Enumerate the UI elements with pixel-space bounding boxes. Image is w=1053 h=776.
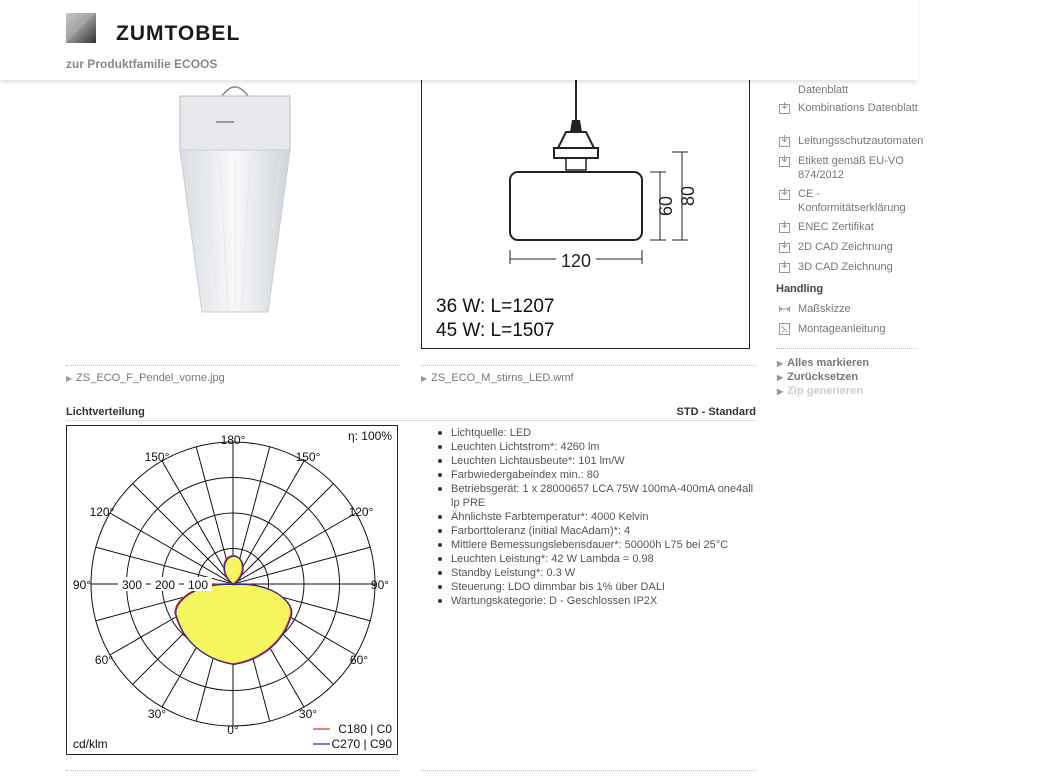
photo-file-link[interactable] xyxy=(66,372,225,384)
arrow-right-icon: ▶ xyxy=(421,374,428,383)
variant-36w-label: 36 W: L=1207 xyxy=(436,296,555,317)
angle-label-90-left: 90° xyxy=(72,578,92,592)
spec-item: Betriebsgerät: 1 x 28000657 LCA 75W 100mA-400mA one4all lp PRE xyxy=(436,482,756,510)
spec-item: Mittlere Bemessungslebensdauer*: 50000h L75 bei 25°C xyxy=(436,538,756,552)
zumtobel-logo-mark xyxy=(66,13,96,43)
divider xyxy=(776,348,916,349)
spec-item: Standby Leistung*: 0.3 W xyxy=(436,566,756,580)
unit-label: cd/klm xyxy=(73,737,108,751)
sidebar-doc-label: 2D CAD Zeichnung xyxy=(798,241,893,253)
spec-item: Lichtquelle: LED xyxy=(436,426,756,440)
spec-item: Wartungskategorie: D - Geschlossen IP2X xyxy=(436,594,756,608)
zip-generate-label: Zip generieren xyxy=(787,385,863,397)
mounting-icon xyxy=(779,323,790,335)
page-header xyxy=(0,0,918,80)
download-document-icon xyxy=(779,261,790,273)
efficiency-label: η: 100% xyxy=(347,429,392,443)
radial-label-200: 200 xyxy=(154,578,176,592)
angle-label-120-right: 120° xyxy=(348,505,374,519)
download-document-icon xyxy=(779,241,790,253)
angle-label-30-right: 30° xyxy=(298,707,318,721)
angle-label-120-left: 120° xyxy=(89,505,115,519)
photo-file-name: ZS_ECO_F_Pendel_vorne.jpg xyxy=(76,372,225,384)
handling-heading: Handling xyxy=(776,283,824,295)
drawing-file-name: ZS_ECO_M_stirns_LED.wmf xyxy=(431,372,574,384)
zip-generate-link[interactable] xyxy=(777,385,863,397)
drawing-file-link[interactable] xyxy=(421,372,574,384)
spec-item: Leuchten Lichtstrom*: 4260 lm xyxy=(436,440,756,454)
angle-label-180: 180° xyxy=(220,433,246,447)
angle-label-90-right: 90° xyxy=(370,578,390,592)
polar-chart-svg xyxy=(67,426,397,754)
download-document-icon xyxy=(779,102,790,114)
dimension-drawing-svg xyxy=(422,80,750,349)
variant-45w-label: 45 W: L=1507 xyxy=(436,320,555,341)
arrow-right-icon: ▶ xyxy=(777,373,784,382)
polar-light-distribution-chart xyxy=(66,425,398,755)
spec-item: Steuerung: LDO dimmbar bis 1% über DALI xyxy=(436,580,756,594)
reset-link[interactable] xyxy=(777,371,858,383)
angle-label-60-left: 60° xyxy=(94,653,114,667)
mark-all-label: Alles markieren xyxy=(787,357,870,369)
legend-label-c0: C180 | C0 xyxy=(338,722,392,736)
radial-label-300: 300 xyxy=(121,578,143,592)
divider xyxy=(66,420,756,421)
download-document-icon xyxy=(779,135,790,147)
dimension-drawing[interactable] xyxy=(421,80,750,349)
sidebar-doc-label: ENEC Zertifikat xyxy=(798,221,874,233)
dimension-width-label: 120 xyxy=(560,251,592,271)
spec-item: Leuchten Leistung*: 42 W Lambda = 0.98 xyxy=(436,552,756,566)
sidebar-handling-label: Montageanleitung xyxy=(798,323,886,335)
mark-all-link[interactable] xyxy=(777,357,869,369)
arrow-right-icon: ▶ xyxy=(777,387,784,396)
brand-logo-text[interactable]: ZUMTOBEL xyxy=(116,22,241,45)
download-document-icon xyxy=(779,221,790,233)
light-distribution-heading: Lichtverteilung xyxy=(66,406,145,418)
reset-label: Zurücksetzen xyxy=(787,371,859,383)
arrow-right-icon: ▶ xyxy=(66,374,73,383)
angle-label-30-left: 30° xyxy=(147,707,167,721)
sidebar-doc-label: Datenblatt xyxy=(798,84,849,96)
distribution-fill xyxy=(175,556,291,664)
spec-item: Leuchten Lichtausbeute*: 101 lm/W xyxy=(436,454,756,468)
divider xyxy=(66,770,400,771)
divider xyxy=(421,365,756,366)
angle-label-0: 0° xyxy=(227,723,239,737)
divider xyxy=(421,770,756,771)
sidebar-handling-label: Maßskizze xyxy=(798,303,851,315)
angle-label-60-right: 60° xyxy=(349,653,369,667)
sidebar-doc-label: 3D CAD Zeichnung xyxy=(798,261,893,273)
legend-label-c90: C270 | C90 xyxy=(331,737,392,751)
spec-item: Farbwiedergabeindex min.: 80 xyxy=(436,468,756,482)
arrow-right-icon: ▶ xyxy=(777,359,784,368)
dimension-icon xyxy=(779,303,790,315)
product-family-link[interactable]: zur Produktfamilie ECOOS xyxy=(66,57,218,71)
radial-label-100: 100 xyxy=(187,578,209,592)
download-document-icon xyxy=(779,155,790,167)
dimension-height-inner-label: 60 xyxy=(656,195,676,217)
distribution-mode-label: STD - Standard xyxy=(676,406,756,418)
spec-item: Farborttoleranz (initial MacAdam)*: 4 xyxy=(436,524,756,538)
spec-list xyxy=(436,426,756,608)
sidebar-doc-label: Leitungsschutzautomaten xyxy=(798,135,924,147)
angle-label-150-right: 150° xyxy=(295,450,321,464)
divider xyxy=(66,365,400,366)
dimension-height-outer-label: 80 xyxy=(678,185,698,207)
sidebar-doc-label: CE - Konformitätserklärung xyxy=(798,188,906,214)
sidebar-doc-label: Etikett gemäß EU-VO 874/2012 xyxy=(798,155,904,181)
spec-item: Ähnlichste Farbtemperatur*: 4000 Kelvin xyxy=(436,510,756,524)
angle-label-150-left: 150° xyxy=(144,450,170,464)
download-document-icon xyxy=(779,188,790,200)
product-photo[interactable] xyxy=(170,80,300,315)
sidebar-doc-label: Kombinations Datenblatt xyxy=(798,102,918,114)
